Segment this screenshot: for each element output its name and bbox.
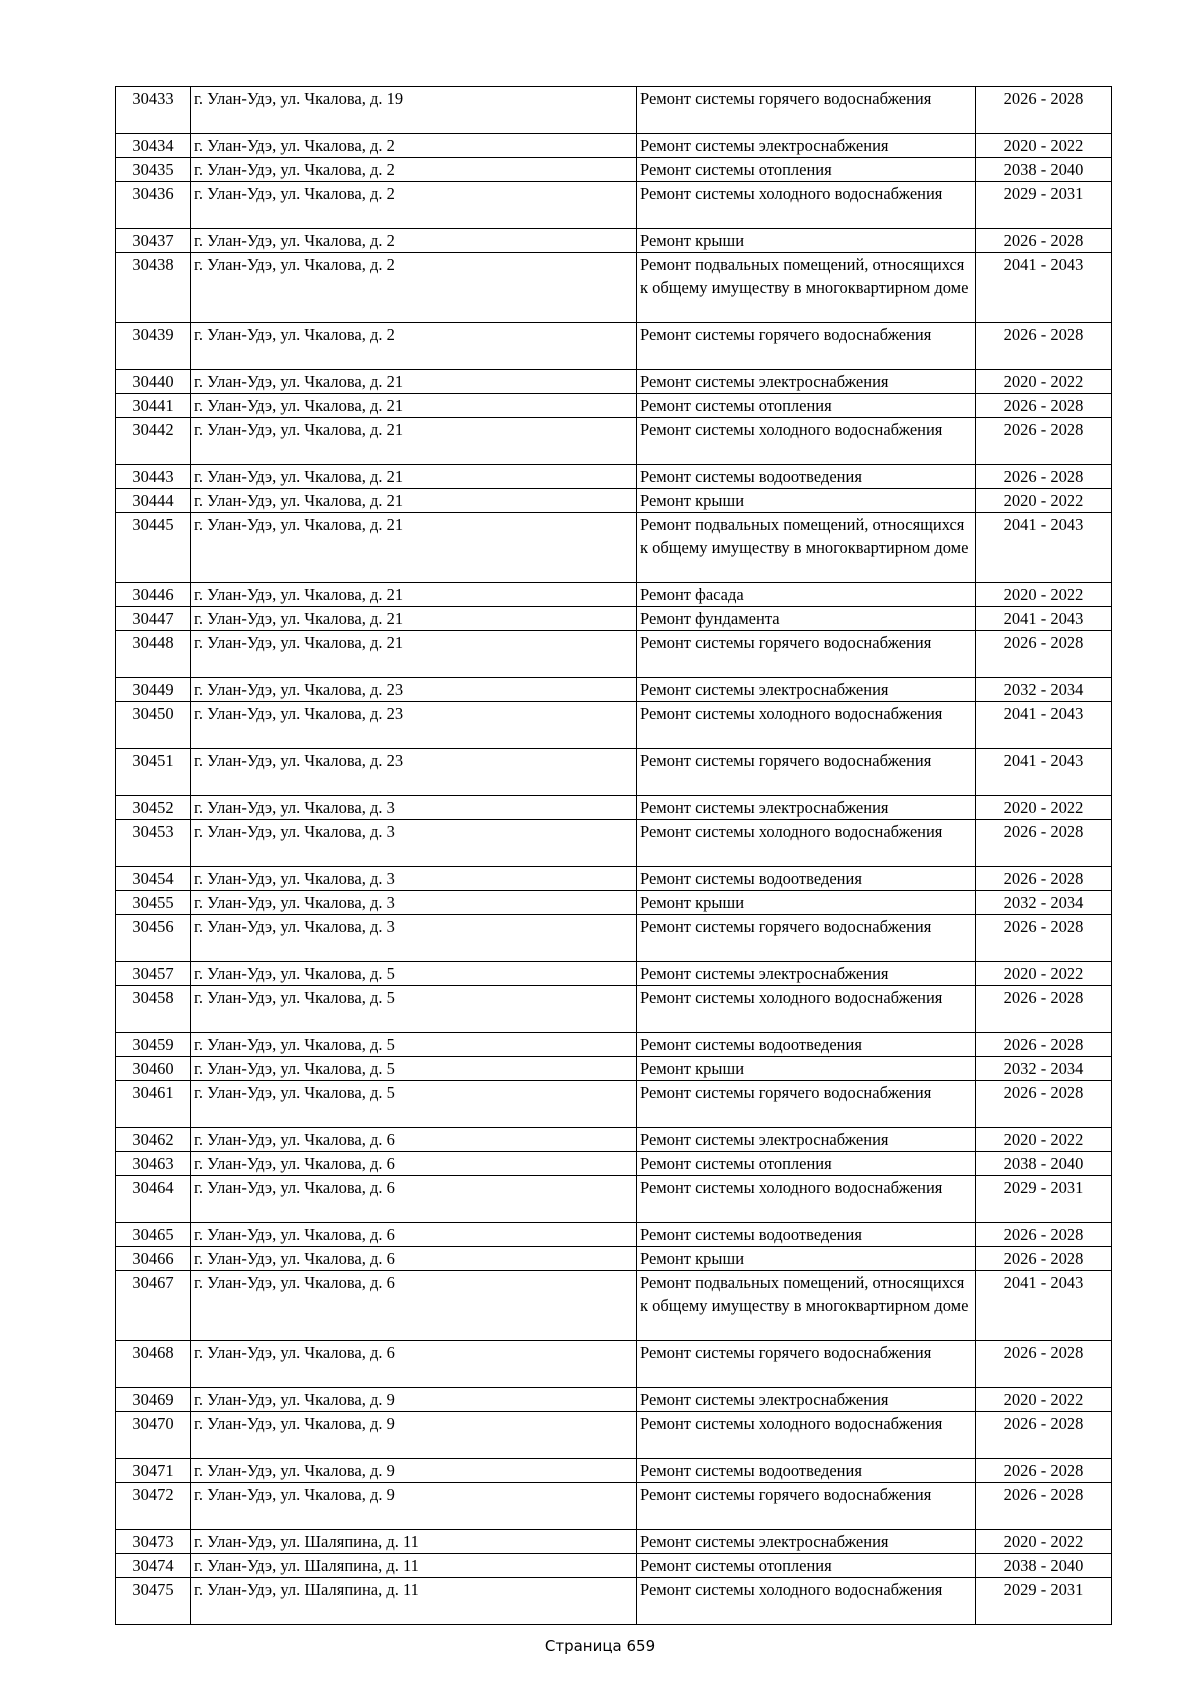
work-type-cell: Ремонт системы электроснабжения bbox=[637, 962, 976, 986]
table-row bbox=[116, 631, 1112, 678]
address-cell: г. Улан-Удэ, ул. Чкалова, д. 3 bbox=[191, 891, 637, 915]
table-row bbox=[116, 1247, 1112, 1271]
table-row bbox=[116, 796, 1112, 820]
table-row bbox=[116, 1554, 1112, 1578]
row-number-cell: 30441 bbox=[116, 394, 191, 418]
address-cell: г. Улан-Удэ, ул. Чкалова, д. 21 bbox=[191, 465, 637, 489]
period-cell: 2020 - 2022 bbox=[976, 489, 1112, 513]
row-number-cell: 30447 bbox=[116, 607, 191, 631]
period-cell: 2041 - 2043 bbox=[976, 513, 1112, 583]
address-cell: г. Улан-Удэ, ул. Чкалова, д. 2 bbox=[191, 253, 637, 323]
row-number-cell: 30450 bbox=[116, 702, 191, 749]
row-number-cell: 30440 bbox=[116, 370, 191, 394]
table-row bbox=[116, 1128, 1112, 1152]
work-type-cell: Ремонт системы холодного водоснабжения bbox=[637, 986, 976, 1033]
address-cell: г. Улан-Удэ, ул. Чкалова, д. 6 bbox=[191, 1223, 637, 1247]
work-type-cell: Ремонт системы электроснабжения bbox=[637, 1530, 976, 1554]
address-cell: г. Улан-Удэ, ул. Шаляпина, д. 11 bbox=[191, 1554, 637, 1578]
table-row bbox=[116, 1459, 1112, 1483]
address-cell: г. Улан-Удэ, ул. Чкалова, д. 6 bbox=[191, 1176, 637, 1223]
table-row bbox=[116, 1483, 1112, 1530]
table-row bbox=[116, 370, 1112, 394]
work-type-cell: Ремонт системы холодного водоснабжения bbox=[637, 182, 976, 229]
work-type-cell: Ремонт системы горячего водоснабжения bbox=[637, 87, 976, 134]
row-number-cell: 30465 bbox=[116, 1223, 191, 1247]
work-type-cell: Ремонт крыши bbox=[637, 891, 976, 915]
work-type-cell: Ремонт системы горячего водоснабжения bbox=[637, 631, 976, 678]
table-row bbox=[116, 678, 1112, 702]
period-cell: 2026 - 2028 bbox=[976, 87, 1112, 134]
work-type-cell: Ремонт системы водоотведения bbox=[637, 1459, 976, 1483]
table-row bbox=[116, 1530, 1112, 1554]
work-type-cell: Ремонт системы горячего водоснабжения bbox=[637, 1483, 976, 1530]
table-row bbox=[116, 158, 1112, 182]
period-cell: 2026 - 2028 bbox=[976, 465, 1112, 489]
work-type-cell: Ремонт крыши bbox=[637, 229, 976, 253]
period-cell: 2041 - 2043 bbox=[976, 702, 1112, 749]
work-type-cell: Ремонт системы отопления bbox=[637, 158, 976, 182]
work-type-cell: Ремонт крыши bbox=[637, 1247, 976, 1271]
period-cell: 2026 - 2028 bbox=[976, 1223, 1112, 1247]
work-type-cell: Ремонт системы горячего водоснабжения bbox=[637, 915, 976, 962]
table-body bbox=[116, 87, 1112, 1625]
row-number-cell: 30475 bbox=[116, 1578, 191, 1625]
table-row bbox=[116, 182, 1112, 229]
table-row bbox=[116, 1057, 1112, 1081]
period-cell: 2029 - 2031 bbox=[976, 1176, 1112, 1223]
row-number-cell: 30436 bbox=[116, 182, 191, 229]
table-row bbox=[116, 229, 1112, 253]
address-cell: г. Улан-Удэ, ул. Чкалова, д. 6 bbox=[191, 1128, 637, 1152]
page-number: Страница 659 bbox=[544, 1637, 656, 1655]
row-number-cell: 30459 bbox=[116, 1033, 191, 1057]
row-number-cell: 30463 bbox=[116, 1152, 191, 1176]
address-cell: г. Улан-Удэ, ул. Чкалова, д. 3 bbox=[191, 915, 637, 962]
address-cell: г. Улан-Удэ, ул. Чкалова, д. 6 bbox=[191, 1271, 637, 1341]
work-type-cell: Ремонт системы электроснабжения bbox=[637, 678, 976, 702]
work-type-cell: Ремонт системы холодного водоснабжения bbox=[637, 1412, 976, 1459]
period-cell: 2026 - 2028 bbox=[976, 1341, 1112, 1388]
table-row bbox=[116, 867, 1112, 891]
work-type-cell: Ремонт системы горячего водоснабжения bbox=[637, 1081, 976, 1128]
period-cell: 2020 - 2022 bbox=[976, 1530, 1112, 1554]
address-cell: г. Улан-Удэ, ул. Чкалова, д. 3 bbox=[191, 820, 637, 867]
period-cell: 2020 - 2022 bbox=[976, 1128, 1112, 1152]
row-number-cell: 30439 bbox=[116, 323, 191, 370]
row-number-cell: 30461 bbox=[116, 1081, 191, 1128]
period-cell: 2026 - 2028 bbox=[976, 1247, 1112, 1271]
table-row bbox=[116, 465, 1112, 489]
table-row bbox=[116, 134, 1112, 158]
table-row bbox=[116, 418, 1112, 465]
table-row bbox=[116, 891, 1112, 915]
table-row bbox=[116, 489, 1112, 513]
work-type-cell: Ремонт системы холодного водоснабжения bbox=[637, 418, 976, 465]
address-cell: г. Улан-Удэ, ул. Чкалова, д. 3 bbox=[191, 867, 637, 891]
address-cell: г. Улан-Удэ, ул. Чкалова, д. 2 bbox=[191, 229, 637, 253]
table-row bbox=[116, 986, 1112, 1033]
row-number-cell: 30468 bbox=[116, 1341, 191, 1388]
table-row bbox=[116, 1412, 1112, 1459]
repair-schedule-table bbox=[115, 86, 1112, 1625]
work-type-cell: Ремонт системы электроснабжения bbox=[637, 370, 976, 394]
row-number-cell: 30470 bbox=[116, 1412, 191, 1459]
address-cell: г. Улан-Удэ, ул. Чкалова, д. 21 bbox=[191, 631, 637, 678]
address-cell: г. Улан-Удэ, ул. Чкалова, д. 21 bbox=[191, 607, 637, 631]
table-row bbox=[116, 1033, 1112, 1057]
table-row bbox=[116, 702, 1112, 749]
address-cell: г. Улан-Удэ, ул. Чкалова, д. 9 bbox=[191, 1388, 637, 1412]
work-type-cell: Ремонт системы отопления bbox=[637, 394, 976, 418]
period-cell: 2029 - 2031 bbox=[976, 1578, 1112, 1625]
work-type-cell: Ремонт системы электроснабжения bbox=[637, 1388, 976, 1412]
row-number-cell: 30471 bbox=[116, 1459, 191, 1483]
period-cell: 2026 - 2028 bbox=[976, 229, 1112, 253]
address-cell: г. Улан-Удэ, ул. Чкалова, д. 21 bbox=[191, 513, 637, 583]
work-type-cell: Ремонт подвальных помещений, относящихся к общему имуществу в многоквартирном доме bbox=[637, 1271, 976, 1341]
address-cell: г. Улан-Удэ, ул. Чкалова, д. 6 bbox=[191, 1247, 637, 1271]
row-number-cell: 30449 bbox=[116, 678, 191, 702]
row-number-cell: 30456 bbox=[116, 915, 191, 962]
table-row bbox=[116, 583, 1112, 607]
row-number-cell: 30460 bbox=[116, 1057, 191, 1081]
period-cell: 2020 - 2022 bbox=[976, 583, 1112, 607]
row-number-cell: 30472 bbox=[116, 1483, 191, 1530]
address-cell: г. Улан-Удэ, ул. Чкалова, д. 2 bbox=[191, 158, 637, 182]
table-row bbox=[116, 962, 1112, 986]
period-cell: 2032 - 2034 bbox=[976, 678, 1112, 702]
period-cell: 2041 - 2043 bbox=[976, 1271, 1112, 1341]
table-row bbox=[116, 1341, 1112, 1388]
period-cell: 2026 - 2028 bbox=[976, 418, 1112, 465]
table-row bbox=[116, 749, 1112, 796]
work-type-cell: Ремонт системы электроснабжения bbox=[637, 1128, 976, 1152]
table-row bbox=[116, 1271, 1112, 1341]
address-cell: г. Улан-Удэ, ул. Чкалова, д. 5 bbox=[191, 1033, 637, 1057]
work-type-cell: Ремонт подвальных помещений, относящихся к общему имуществу в многоквартирном доме bbox=[637, 513, 976, 583]
address-cell: г. Улан-Удэ, ул. Чкалова, д. 9 bbox=[191, 1459, 637, 1483]
row-number-cell: 30442 bbox=[116, 418, 191, 465]
period-cell: 2020 - 2022 bbox=[976, 134, 1112, 158]
row-number-cell: 30467 bbox=[116, 1271, 191, 1341]
row-number-cell: 30435 bbox=[116, 158, 191, 182]
address-cell: г. Улан-Удэ, ул. Чкалова, д. 21 bbox=[191, 370, 637, 394]
period-cell: 2026 - 2028 bbox=[976, 1081, 1112, 1128]
address-cell: г. Улан-Удэ, ул. Чкалова, д. 21 bbox=[191, 418, 637, 465]
period-cell: 2020 - 2022 bbox=[976, 962, 1112, 986]
work-type-cell: Ремонт системы холодного водоснабжения bbox=[637, 820, 976, 867]
period-cell: 2041 - 2043 bbox=[976, 749, 1112, 796]
table-row bbox=[116, 1388, 1112, 1412]
row-number-cell: 30458 bbox=[116, 986, 191, 1033]
row-number-cell: 30434 bbox=[116, 134, 191, 158]
work-type-cell: Ремонт крыши bbox=[637, 1057, 976, 1081]
period-cell: 2026 - 2028 bbox=[976, 631, 1112, 678]
address-cell: г. Улан-Удэ, ул. Чкалова, д. 23 bbox=[191, 678, 637, 702]
period-cell: 2038 - 2040 bbox=[976, 158, 1112, 182]
address-cell: г. Улан-Удэ, ул. Чкалова, д. 2 bbox=[191, 323, 637, 370]
work-type-cell: Ремонт фундамента bbox=[637, 607, 976, 631]
table-row bbox=[116, 915, 1112, 962]
row-number-cell: 30454 bbox=[116, 867, 191, 891]
work-type-cell: Ремонт системы отопления bbox=[637, 1554, 976, 1578]
address-cell: г. Улан-Удэ, ул. Чкалова, д. 5 bbox=[191, 1081, 637, 1128]
work-type-cell: Ремонт системы горячего водоснабжения bbox=[637, 323, 976, 370]
address-cell: г. Улан-Удэ, ул. Чкалова, д. 2 bbox=[191, 182, 637, 229]
period-cell: 2020 - 2022 bbox=[976, 1388, 1112, 1412]
work-type-cell: Ремонт системы электроснабжения bbox=[637, 134, 976, 158]
period-cell: 2038 - 2040 bbox=[976, 1152, 1112, 1176]
period-cell: 2026 - 2028 bbox=[976, 867, 1112, 891]
period-cell: 2026 - 2028 bbox=[976, 915, 1112, 962]
address-cell: г. Улан-Удэ, ул. Чкалова, д. 21 bbox=[191, 394, 637, 418]
row-number-cell: 30448 bbox=[116, 631, 191, 678]
row-number-cell: 30466 bbox=[116, 1247, 191, 1271]
address-cell: г. Улан-Удэ, ул. Шаляпина, д. 11 bbox=[191, 1578, 637, 1625]
row-number-cell: 30446 bbox=[116, 583, 191, 607]
period-cell: 2026 - 2028 bbox=[976, 1483, 1112, 1530]
address-cell: г. Улан-Удэ, ул. Чкалова, д. 9 bbox=[191, 1483, 637, 1530]
work-type-cell: Ремонт подвальных помещений, относящихся к общему имуществу в многоквартирном доме bbox=[637, 253, 976, 323]
work-type-cell: Ремонт системы горячего водоснабжения bbox=[637, 1341, 976, 1388]
row-number-cell: 30444 bbox=[116, 489, 191, 513]
period-cell: 2032 - 2034 bbox=[976, 891, 1112, 915]
period-cell: 2026 - 2028 bbox=[976, 820, 1112, 867]
row-number-cell: 30451 bbox=[116, 749, 191, 796]
work-type-cell: Ремонт системы горячего водоснабжения bbox=[637, 749, 976, 796]
work-type-cell: Ремонт системы водоотведения bbox=[637, 1033, 976, 1057]
table-row bbox=[116, 1176, 1112, 1223]
work-type-cell: Ремонт системы водоотведения bbox=[637, 867, 976, 891]
address-cell: г. Улан-Удэ, ул. Чкалова, д. 21 bbox=[191, 583, 637, 607]
row-number-cell: 30437 bbox=[116, 229, 191, 253]
address-cell: г. Улан-Удэ, ул. Чкалова, д. 19 bbox=[191, 87, 637, 134]
address-cell: г. Улан-Удэ, ул. Чкалова, д. 21 bbox=[191, 489, 637, 513]
period-cell: 2026 - 2028 bbox=[976, 394, 1112, 418]
period-cell: 2026 - 2028 bbox=[976, 1459, 1112, 1483]
address-cell: г. Улан-Удэ, ул. Чкалова, д. 5 bbox=[191, 962, 637, 986]
period-cell: 2029 - 2031 bbox=[976, 182, 1112, 229]
table-row bbox=[116, 1578, 1112, 1625]
work-type-cell: Ремонт системы холодного водоснабжения bbox=[637, 702, 976, 749]
period-cell: 2041 - 2043 bbox=[976, 253, 1112, 323]
period-cell: 2026 - 2028 bbox=[976, 1412, 1112, 1459]
period-cell: 2020 - 2022 bbox=[976, 796, 1112, 820]
row-number-cell: 30438 bbox=[116, 253, 191, 323]
table-row bbox=[116, 87, 1112, 134]
row-number-cell: 30462 bbox=[116, 1128, 191, 1152]
work-type-cell: Ремонт системы электроснабжения bbox=[637, 796, 976, 820]
period-cell: 2032 - 2034 bbox=[976, 1057, 1112, 1081]
address-cell: г. Улан-Удэ, ул. Чкалова, д. 5 bbox=[191, 1057, 637, 1081]
work-type-cell: Ремонт крыши bbox=[637, 489, 976, 513]
row-number-cell: 30473 bbox=[116, 1530, 191, 1554]
row-number-cell: 30455 bbox=[116, 891, 191, 915]
row-number-cell: 30453 bbox=[116, 820, 191, 867]
table-row bbox=[116, 820, 1112, 867]
row-number-cell: 30457 bbox=[116, 962, 191, 986]
row-number-cell: 30452 bbox=[116, 796, 191, 820]
address-cell: г. Улан-Удэ, ул. Чкалова, д. 23 bbox=[191, 749, 637, 796]
row-number-cell: 30464 bbox=[116, 1176, 191, 1223]
address-cell: г. Улан-Удэ, ул. Чкалова, д. 6 bbox=[191, 1152, 637, 1176]
period-cell: 2041 - 2043 bbox=[976, 607, 1112, 631]
table-row bbox=[116, 607, 1112, 631]
row-number-cell: 30474 bbox=[116, 1554, 191, 1578]
address-cell: г. Улан-Удэ, ул. Чкалова, д. 23 bbox=[191, 702, 637, 749]
table-row bbox=[116, 513, 1112, 583]
table-row bbox=[116, 394, 1112, 418]
work-type-cell: Ремонт системы отопления bbox=[637, 1152, 976, 1176]
address-cell: г. Улан-Удэ, ул. Чкалова, д. 3 bbox=[191, 796, 637, 820]
row-number-cell: 30433 bbox=[116, 87, 191, 134]
work-type-cell: Ремонт системы холодного водоснабжения bbox=[637, 1578, 976, 1625]
row-number-cell: 30469 bbox=[116, 1388, 191, 1412]
period-cell: 2026 - 2028 bbox=[976, 323, 1112, 370]
work-type-cell: Ремонт системы водоотведения bbox=[637, 1223, 976, 1247]
table-row bbox=[116, 1152, 1112, 1176]
table-row bbox=[116, 1223, 1112, 1247]
period-cell: 2038 - 2040 bbox=[976, 1554, 1112, 1578]
table-row bbox=[116, 323, 1112, 370]
period-cell: 2026 - 2028 bbox=[976, 986, 1112, 1033]
table-row bbox=[116, 253, 1112, 323]
work-type-cell: Ремонт системы водоотведения bbox=[637, 465, 976, 489]
row-number-cell: 30443 bbox=[116, 465, 191, 489]
period-cell: 2020 - 2022 bbox=[976, 370, 1112, 394]
address-cell: г. Улан-Удэ, ул. Чкалова, д. 2 bbox=[191, 134, 637, 158]
work-type-cell: Ремонт фасада bbox=[637, 583, 976, 607]
address-cell: г. Улан-Удэ, ул. Чкалова, д. 6 bbox=[191, 1341, 637, 1388]
address-cell: г. Улан-Удэ, ул. Шаляпина, д. 11 bbox=[191, 1530, 637, 1554]
row-number-cell: 30445 bbox=[116, 513, 191, 583]
address-cell: г. Улан-Удэ, ул. Чкалова, д. 5 bbox=[191, 986, 637, 1033]
table-row bbox=[116, 1081, 1112, 1128]
period-cell: 2026 - 2028 bbox=[976, 1033, 1112, 1057]
work-type-cell: Ремонт системы холодного водоснабжения bbox=[637, 1176, 976, 1223]
address-cell: г. Улан-Удэ, ул. Чкалова, д. 9 bbox=[191, 1412, 637, 1459]
